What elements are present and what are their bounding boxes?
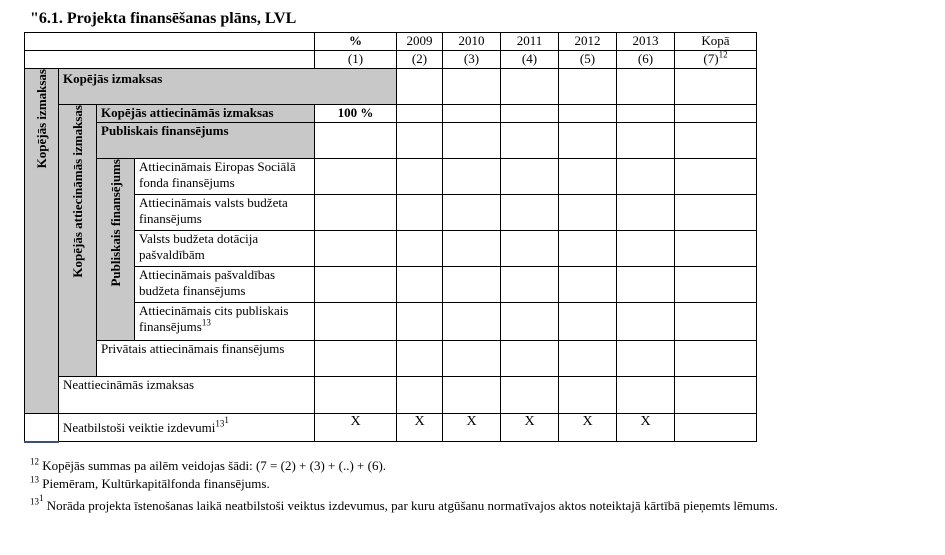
cell bbox=[675, 231, 757, 267]
cell bbox=[559, 195, 617, 231]
cell bbox=[501, 341, 559, 377]
cell bbox=[397, 231, 443, 267]
cell bbox=[675, 414, 757, 442]
col-num-7 bbox=[675, 51, 757, 69]
cell bbox=[501, 123, 559, 159]
cell bbox=[501, 377, 559, 414]
x-mark: X bbox=[397, 414, 443, 442]
cell bbox=[315, 231, 397, 267]
row-attiecinamas-label: Kopējās attiecināmās izmaksas bbox=[97, 105, 315, 123]
cell bbox=[397, 123, 443, 159]
cell bbox=[501, 105, 559, 123]
footnote-12 bbox=[30, 458, 778, 474]
header-2013: 2013 bbox=[617, 33, 675, 51]
header-2012: 2012 bbox=[559, 33, 617, 51]
cell bbox=[617, 195, 675, 231]
row-cits-label bbox=[135, 303, 315, 341]
x-mark: X bbox=[501, 414, 559, 442]
cell bbox=[617, 159, 675, 195]
row-publiskais-label: Publiskais finansējums bbox=[97, 123, 315, 159]
cell bbox=[675, 105, 757, 123]
cell bbox=[443, 195, 501, 231]
header-kopa: Kopā bbox=[675, 33, 757, 51]
cell bbox=[559, 105, 617, 123]
footnote-13-1-num-b: 1 bbox=[39, 492, 44, 503]
col-num-4: (4) bbox=[501, 51, 559, 69]
row-cits-text: Attiecināmais cits publiskais finansējums bbox=[139, 303, 289, 334]
footnote-13-num: 13 bbox=[30, 474, 39, 485]
row-neatbilstosi bbox=[25, 414, 885, 442]
row-neattiecinamas bbox=[25, 377, 885, 414]
financing-plan-table bbox=[24, 32, 885, 443]
cell bbox=[501, 267, 559, 303]
footnote-13-text: Piemēram, Kultūrkapitālfonda finansējums. bbox=[39, 476, 270, 491]
cell bbox=[559, 377, 617, 414]
row-attiecinamas bbox=[25, 105, 885, 123]
cell bbox=[559, 303, 617, 341]
cell bbox=[675, 123, 757, 159]
footnote-13-1-num-a: 13 bbox=[30, 496, 39, 507]
cell bbox=[559, 159, 617, 195]
cell bbox=[617, 303, 675, 341]
header-2011: 2011 bbox=[501, 33, 559, 51]
footnote-13-1 bbox=[30, 492, 778, 514]
col-num-1: (1) bbox=[315, 51, 397, 69]
cell bbox=[501, 195, 559, 231]
neatbilstosi-footnote-ref bbox=[215, 415, 229, 428]
header-row bbox=[25, 33, 885, 51]
cell bbox=[675, 69, 757, 105]
row-kopejas bbox=[25, 69, 885, 105]
vertical-outer bbox=[25, 69, 59, 414]
cell bbox=[397, 159, 443, 195]
cell bbox=[443, 159, 501, 195]
footnote-13 bbox=[30, 476, 778, 492]
row-dotacija bbox=[25, 231, 885, 267]
cell bbox=[675, 195, 757, 231]
row-privatais-label: Privātais attiecināmais finansējums bbox=[97, 341, 315, 377]
cell bbox=[617, 105, 675, 123]
row-pasvaldibas-label: Attiecināmais pašvaldības budžeta finansējums bbox=[135, 267, 315, 303]
cell bbox=[397, 105, 443, 123]
col-num-5: (5) bbox=[559, 51, 617, 69]
row-valsts bbox=[25, 195, 885, 231]
cell bbox=[315, 377, 397, 414]
row-neatbilstosi-label bbox=[59, 414, 315, 442]
kopa-footnote-ref: 12 bbox=[718, 50, 728, 60]
cell bbox=[443, 123, 501, 159]
cell bbox=[501, 231, 559, 267]
footnotes bbox=[30, 458, 778, 516]
cell bbox=[315, 303, 397, 341]
cell bbox=[501, 69, 559, 105]
cell bbox=[617, 69, 675, 105]
cell bbox=[617, 231, 675, 267]
row-kopejas-label: Kopējās izmaksas bbox=[59, 69, 397, 105]
cell bbox=[443, 267, 501, 303]
row-attiecinamas-percent: 100 % bbox=[315, 105, 397, 123]
row-dotacija-label: Valsts budžeta dotācija pašvaldībām bbox=[135, 231, 315, 267]
col-num-2: (2) bbox=[397, 51, 443, 69]
cell bbox=[617, 341, 675, 377]
header-percent: % bbox=[315, 33, 397, 51]
x-mark: X bbox=[315, 414, 397, 442]
cell bbox=[559, 231, 617, 267]
header-blank bbox=[25, 33, 315, 51]
footnote-12-num: 12 bbox=[30, 456, 39, 467]
row-esf bbox=[25, 159, 885, 195]
x-mark: X bbox=[443, 414, 501, 442]
outer-blank bbox=[25, 414, 59, 442]
cell bbox=[443, 105, 501, 123]
neatbilstosi-sup-a: 13 bbox=[215, 418, 225, 429]
row-privatais bbox=[25, 341, 885, 377]
cell bbox=[501, 303, 559, 341]
page-title: "6.1. Projekta finansēšanas plāns, LVL bbox=[30, 10, 297, 27]
cell bbox=[397, 303, 443, 341]
cell bbox=[443, 69, 501, 105]
footnote-13-1-num bbox=[30, 493, 44, 507]
cell bbox=[443, 377, 501, 414]
footnote-12-text: Kopējās summas pa ailēm veidojas šādi: (7 = (2) + (3) + (..) + (6). bbox=[39, 458, 387, 473]
x-mark: X bbox=[559, 414, 617, 442]
cell bbox=[397, 267, 443, 303]
cell bbox=[315, 267, 397, 303]
cell bbox=[397, 69, 443, 105]
header-num-row bbox=[25, 51, 885, 69]
cell bbox=[315, 123, 397, 159]
col-num-7-label: (7) bbox=[703, 51, 719, 66]
cell bbox=[559, 267, 617, 303]
cell bbox=[315, 195, 397, 231]
cell bbox=[675, 377, 757, 414]
cell bbox=[315, 341, 397, 377]
header-2010: 2010 bbox=[443, 33, 501, 51]
footnote-13-1-text: Norāda projekta īstenošanas laikā neatbilstoši veiktus izdevumus, par kuru atgūšanu normatīvajos aktos noteiktajā kārtībā pieņemts lēmums. bbox=[43, 498, 778, 513]
vertical-inner bbox=[97, 159, 135, 341]
row-esf-label: Attiecināmais Eiropas Sociālā fonda finansējums bbox=[135, 159, 315, 195]
col-num-3: (3) bbox=[443, 51, 501, 69]
cell bbox=[443, 231, 501, 267]
cell bbox=[315, 159, 397, 195]
cell bbox=[675, 341, 757, 377]
header-num-blank bbox=[25, 51, 315, 69]
row-cits bbox=[25, 303, 885, 341]
cell bbox=[397, 195, 443, 231]
vertical-outer-label: Kopējās izmaksas bbox=[33, 69, 49, 169]
cell bbox=[397, 377, 443, 414]
header-2009: 2009 bbox=[397, 33, 443, 51]
cell bbox=[559, 69, 617, 105]
row-publiskais bbox=[25, 123, 885, 159]
cell bbox=[443, 303, 501, 341]
cell bbox=[675, 303, 757, 341]
row-pasvaldibas bbox=[25, 267, 885, 303]
vertical-middle bbox=[59, 105, 97, 377]
vertical-middle-label: Kopējās attiecināmās izmaksas bbox=[69, 105, 85, 278]
cits-footnote-ref: 13 bbox=[201, 317, 211, 328]
row-valsts-label: Attiecināmais valsts budžeta finansējums bbox=[135, 195, 315, 231]
cell bbox=[617, 123, 675, 159]
cell bbox=[397, 341, 443, 377]
cell bbox=[675, 267, 757, 303]
cell bbox=[501, 159, 559, 195]
neatbilstosi-sup-b: 1 bbox=[224, 415, 229, 426]
vertical-inner-label: Publiskais finansējums bbox=[107, 159, 123, 287]
row-neattiecinamas-label: Neattiecināmās izmaksas bbox=[59, 377, 315, 414]
cell bbox=[617, 377, 675, 414]
cell bbox=[443, 341, 501, 377]
col-num-6: (6) bbox=[617, 51, 675, 69]
cell bbox=[559, 123, 617, 159]
cell bbox=[617, 267, 675, 303]
row-neatbilstosi-text: Neatbilstoši veiktie izdevumi bbox=[63, 419, 216, 435]
x-mark: X bbox=[617, 414, 675, 442]
cell bbox=[559, 341, 617, 377]
cell bbox=[675, 159, 757, 195]
